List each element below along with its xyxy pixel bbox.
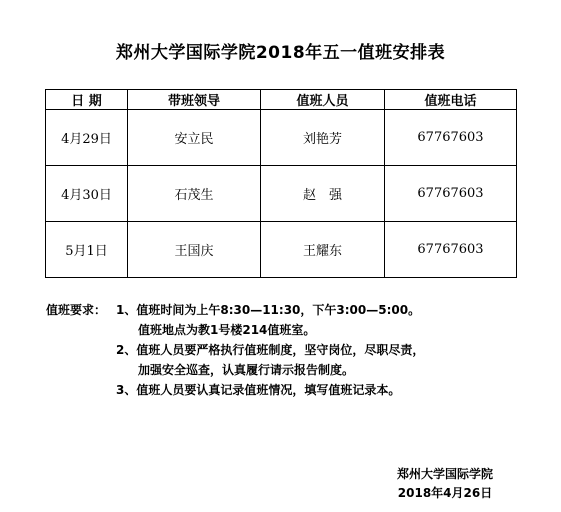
document-title: 郑州大学国际学院2018年五一值班安排表 [115,43,446,63]
cell-date: 4月30日 [46,166,128,222]
requirement-text: 加强安全巡查，认真履行请示报告制度。 [138,363,355,377]
requirements-label: 值班要求： [46,303,107,317]
header-date: 日 期 [46,90,128,110]
requirement-line [46,360,516,380]
requirement-text: 2、值班人员要严格执行值班制度，坚守岗位，尽职尽责， [116,343,425,357]
cell-date: 5月1日 [46,222,128,278]
requirement-line [46,300,516,320]
table-row [46,110,517,166]
cell-date: 4月29日 [46,110,128,166]
signature-date: 2018年4月26日 [397,486,493,500]
header-staff: 值班人员 [261,90,385,110]
cell-staff: 赵 强 [261,166,385,222]
requirement-text: 值班地点为教1号楼214值班室。 [138,323,316,337]
header-leader: 带班领导 [128,90,261,110]
cell-leader: 王国庆 [128,222,261,278]
duty-schedule-table [45,89,517,278]
duty-requirements [46,300,516,400]
cell-staff: 刘艳芳 [261,110,385,166]
cell-leader: 安立民 [128,110,261,166]
header-phone: 值班电话 [385,90,517,110]
requirement-text: 3、值班人员要认真记录值班情况，填写值班记录本。 [116,383,401,397]
cell-phone: 67767603 [385,222,517,278]
signature-organization: 郑州大学国际学院 [396,467,493,481]
requirement-line [46,320,516,340]
table-header-row [46,90,517,110]
cell-leader: 石茂生 [128,166,261,222]
requirement-line [46,340,516,360]
cell-phone: 67767603 [385,110,517,166]
cell-staff: 王耀东 [261,222,385,278]
requirement-text: 1、值班时间为上午8:30—11:30，下午3:00—5:00。 [116,303,421,317]
table-row [46,222,517,278]
requirement-line [46,380,516,400]
table-row [46,166,517,222]
cell-phone: 67767603 [385,166,517,222]
